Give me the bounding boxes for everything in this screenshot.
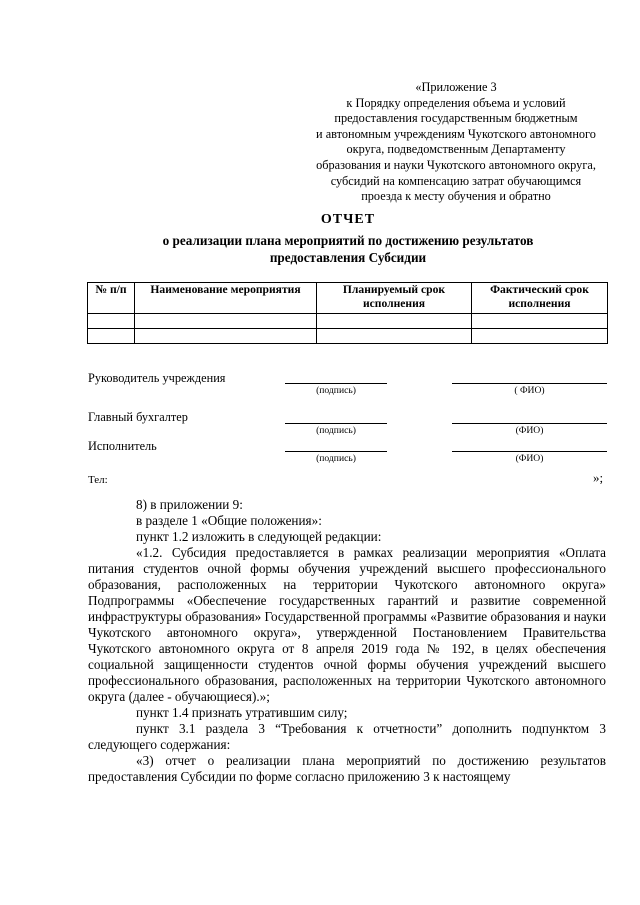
accountant-signature-line[interactable]	[285, 423, 387, 424]
appendix-line: округа, подведомственным Департаменту	[346, 142, 566, 157]
executor-signature-caption: (подпись)	[316, 453, 356, 464]
head-name-line[interactable]	[452, 383, 607, 384]
body-paragraph: 8) в приложении 9:	[136, 497, 243, 512]
body-paragraph: пункт 1.4 признать утратившим силу;	[136, 705, 348, 720]
body-paragraph: «3) отчет о реализации плана мероприятий по достижению результатов предоставления Субсидии по форме согласно приложению 3 к настоящему	[88, 753, 606, 784]
report-table	[87, 282, 608, 344]
head-name-caption: ( ФИО)	[514, 385, 545, 396]
table-header-row	[88, 283, 608, 314]
table-cell[interactable]	[472, 314, 608, 329]
head-label: Руководитель учреждения	[88, 371, 226, 385]
executor-name-line[interactable]	[452, 451, 607, 452]
table-row	[88, 314, 608, 329]
table-row	[88, 329, 608, 344]
table-cell[interactable]	[317, 329, 472, 344]
column-header-actual-date: Фактический срок исполнения	[472, 283, 608, 314]
executor-label: Исполнитель	[88, 439, 157, 453]
accountant-name-line[interactable]	[452, 423, 607, 424]
accountant-signature-caption: (подпись)	[316, 425, 356, 436]
table-cell[interactable]	[135, 329, 317, 344]
body-paragraph: пункт 3.1 раздела 3 “Требования к отчетности” дополнить подпунктом 3 следующего содержания:	[88, 721, 606, 752]
appendix-line: и автономным учреждениям Чукотского автономного	[316, 126, 596, 141]
body-paragraph: «1.2. Субсидия предоставляется в рамках реализации мероприятия «Оплата питания студентов очной формы обучения учреждений высшего профессионального образования, расположенных на территории Чукотского автономного округа» Подпрограммы «Обеспечение государственных гарантий и развитие современной инфраструктуры образования» Государственной программы «Развитие образования и науки Чукотского автономного округа», утвержденной Постановлением Правительства Чукотского автономного округа от 8 апреля 2019 года № 192, в целях обеспечения социальной защищенности студентов очной формы обучения учреждений высшего профессионального образования, расположенных на территории Чукотского автономного округа (далее - обучающиеся).»;	[88, 545, 606, 704]
report-subtitle-line-1: о реализации плана мероприятий по достижению результатов	[162, 233, 534, 248]
head-signature-caption: (подпись)	[316, 385, 356, 396]
column-header-number: № п/п	[88, 283, 135, 314]
body-text	[88, 497, 606, 785]
table-cell[interactable]	[88, 329, 135, 344]
appendix-line: субсидий на компенсацию затрат обучающимся	[330, 173, 582, 188]
body-paragraph: в разделе 1 «Общие положения»:	[136, 513, 322, 528]
table-cell[interactable]	[472, 329, 608, 344]
column-header-event-name: Наименование мероприятия	[135, 283, 317, 314]
appendix-line: «Приложение 3	[415, 80, 497, 94]
appendix-line: проезда к месту обучения и обратно	[361, 189, 551, 204]
appendix-line: предоставления государственным бюджетным	[334, 111, 578, 126]
table-cell[interactable]	[88, 314, 135, 329]
tel-label: Тел:	[88, 474, 108, 486]
accountant-label: Главный бухгалтер	[88, 410, 188, 424]
report-subtitle-line-2: предоставления Субсидии	[269, 250, 427, 265]
appendix-line: к Порядку определения объема и условий	[346, 95, 566, 110]
executor-signature-line[interactable]	[285, 451, 387, 452]
accountant-name-caption: (ФИО)	[515, 425, 544, 436]
column-header-planned-date: Планируемый срок исполнения	[317, 283, 472, 314]
table-cell[interactable]	[317, 314, 472, 329]
appendix-line: образования и науки Чукотского автономного округа,	[316, 157, 596, 172]
executor-name-caption: (ФИО)	[515, 453, 544, 464]
closing-quote: »;	[593, 470, 604, 485]
head-signature-line[interactable]	[285, 383, 387, 384]
report-title: ОТЧЕТ	[320, 212, 376, 227]
table-cell[interactable]	[135, 314, 317, 329]
body-paragraph: пункт 1.2 изложить в следующей редакции:	[136, 529, 382, 544]
appendix-header	[300, 80, 612, 205]
